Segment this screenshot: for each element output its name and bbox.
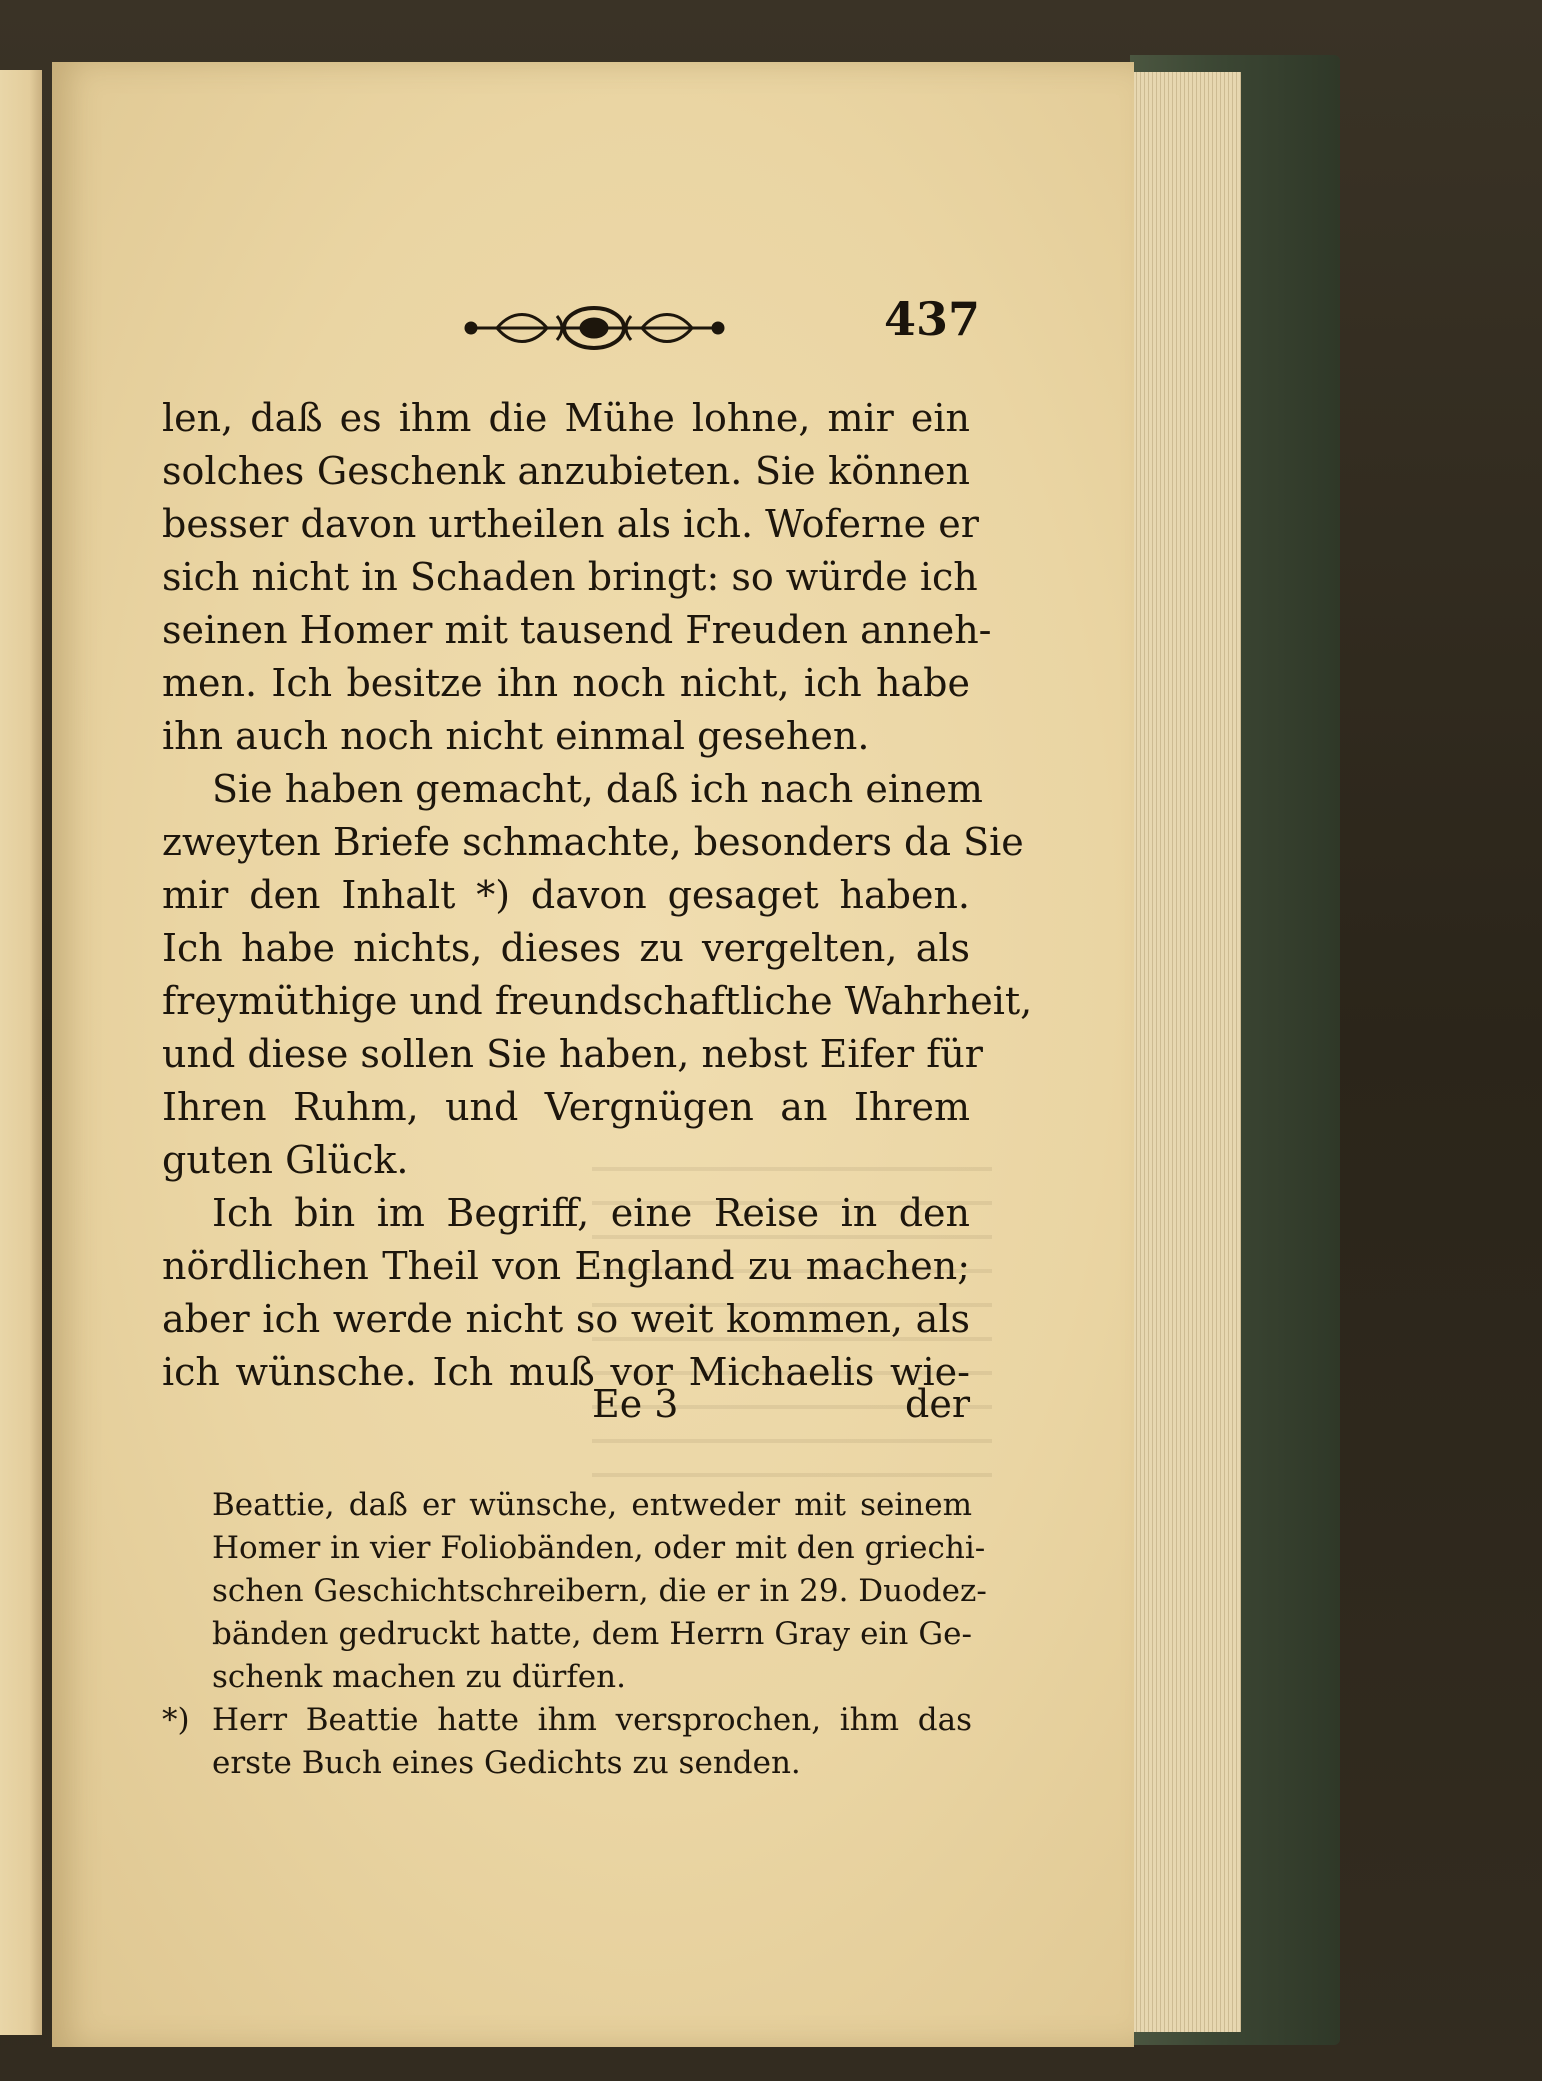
page-fore-edge (1120, 72, 1241, 2032)
text-line: Sie haben gemacht, daß ich nach einem (212, 767, 983, 811)
page-number: 437 (883, 292, 980, 346)
text-line: aber ich werde nicht so weit kommen, als (162, 1297, 970, 1341)
text-line: Ich bin im Begriff, eine Reise in den (212, 1191, 970, 1235)
text-line: len, daß es ihm die Mühe lohne, mir ein (162, 396, 970, 440)
text-line: nördlichen Theil von England zu machen; (162, 1244, 970, 1288)
footnotes (162, 1484, 987, 1785)
book-page (52, 62, 1134, 2047)
footnote-line: bänden gedruckt hatte, dem Herrn Gray ein Ge- (212, 1616, 972, 1652)
text-line: Ich habe nichts, dieses zu vergelten, als (162, 926, 970, 970)
footnote-line: Homer in vier Foliobänden, oder mit den griechi- (212, 1530, 986, 1566)
text-line: seinen Homer mit tausend Freuden anneh- (162, 608, 992, 652)
text-line: ich wünsche. Ich muß vor Michaelis wie- (162, 1350, 970, 1394)
catchword: der (905, 1382, 970, 1426)
text-line: freymüthige und freundschaftliche Wahrheit, (162, 979, 1033, 1023)
text-line: mir den Inhalt *) davon gesaget haben. (162, 873, 970, 917)
footnote-marker: *) (162, 1702, 190, 1738)
text-line: sich nicht in Schaden bringt: so würde ich (162, 555, 978, 599)
text-line: Ihren Ruhm, und Vergnügen an Ihrem (162, 1085, 970, 1129)
body-text (162, 392, 1033, 1399)
text-line: ihn auch noch nicht einmal gesehen. (162, 714, 870, 758)
text-line: besser davon urtheilen als ich. Woferne er (162, 502, 979, 546)
text-line: und diese sollen Sie haben, nebst Eifer für (162, 1032, 983, 1076)
text-line: zweyten Briefe schmachte, besonders da Sie (162, 820, 1024, 864)
footnote-line (162, 1699, 972, 1742)
text-line: solches Geschenk anzubieten. Sie können (162, 449, 970, 493)
floral-ornament-icon (457, 302, 732, 354)
footnote-line: Beattie, daß er wünsche, entweder mit seinem (212, 1487, 972, 1523)
footnote-line: schen Geschichtschreibern, die er in 29. Duodez- (212, 1573, 987, 1609)
text-line: men. Ich besitze ihn noch nicht, ich habe (162, 661, 970, 705)
text-line: guten Glück. (162, 1138, 409, 1182)
catchline (162, 1382, 970, 1432)
footnote-line: erste Buch eines Gedichts zu senden. (212, 1745, 801, 1781)
signature-mark: Ee 3 (592, 1382, 679, 1426)
footnote-text: Herr Beattie hatte ihm versprochen, ihm das (212, 1702, 972, 1738)
left-facing-page (0, 70, 42, 2035)
footnote-line: schenk machen zu dürfen. (212, 1659, 626, 1695)
